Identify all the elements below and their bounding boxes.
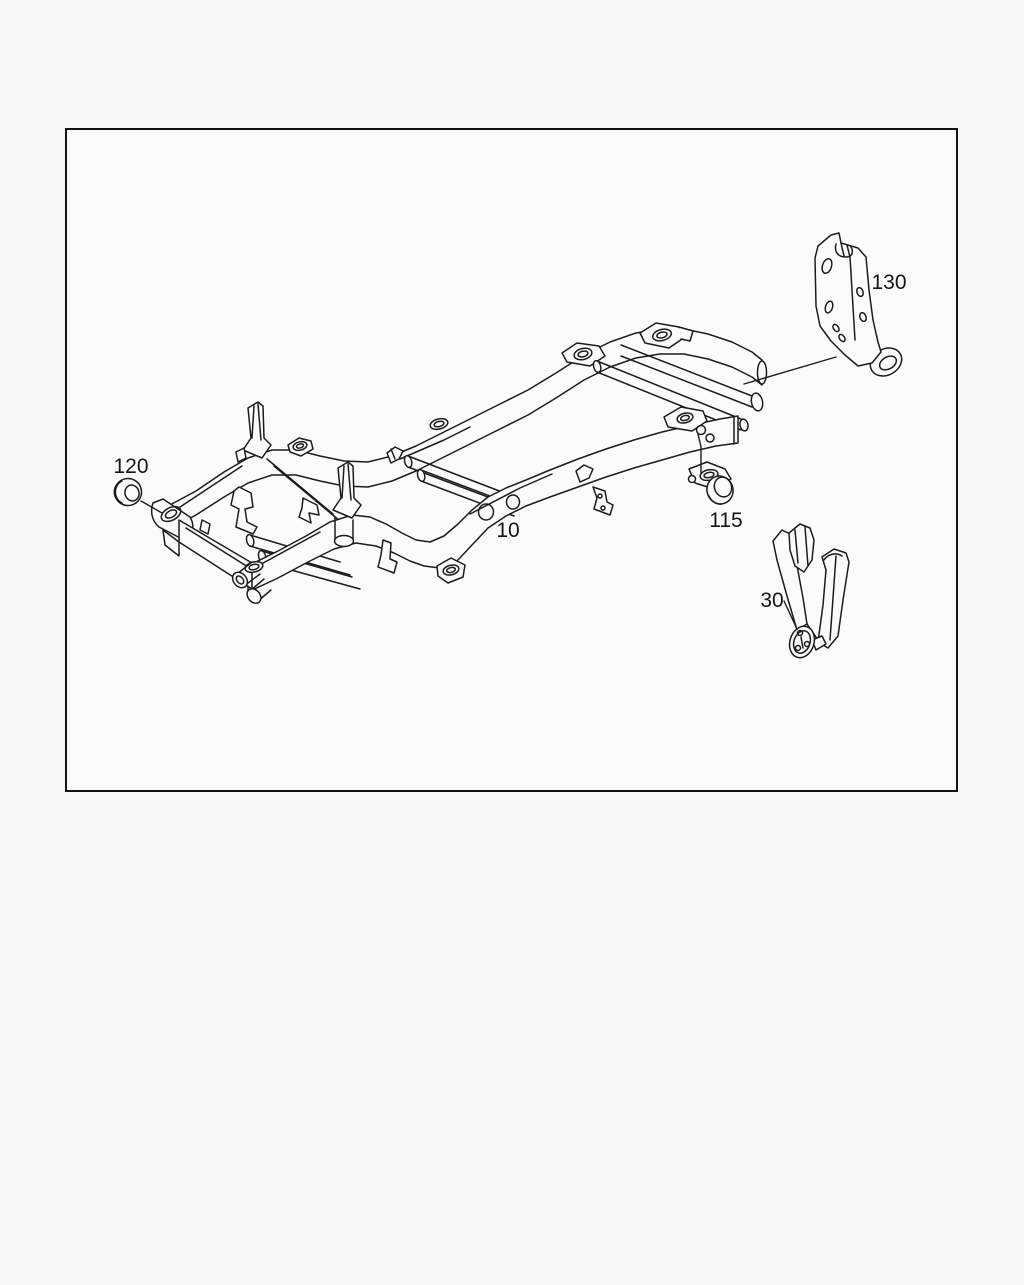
callout-label-120: 120 <box>113 455 149 478</box>
callout-label-115: 115 <box>709 509 743 532</box>
diagram-border-box <box>66 129 957 791</box>
callout-label-10: 10 <box>496 519 520 542</box>
callout-label-130: 130 <box>871 271 907 294</box>
callout-label-30: 30 <box>760 589 784 612</box>
